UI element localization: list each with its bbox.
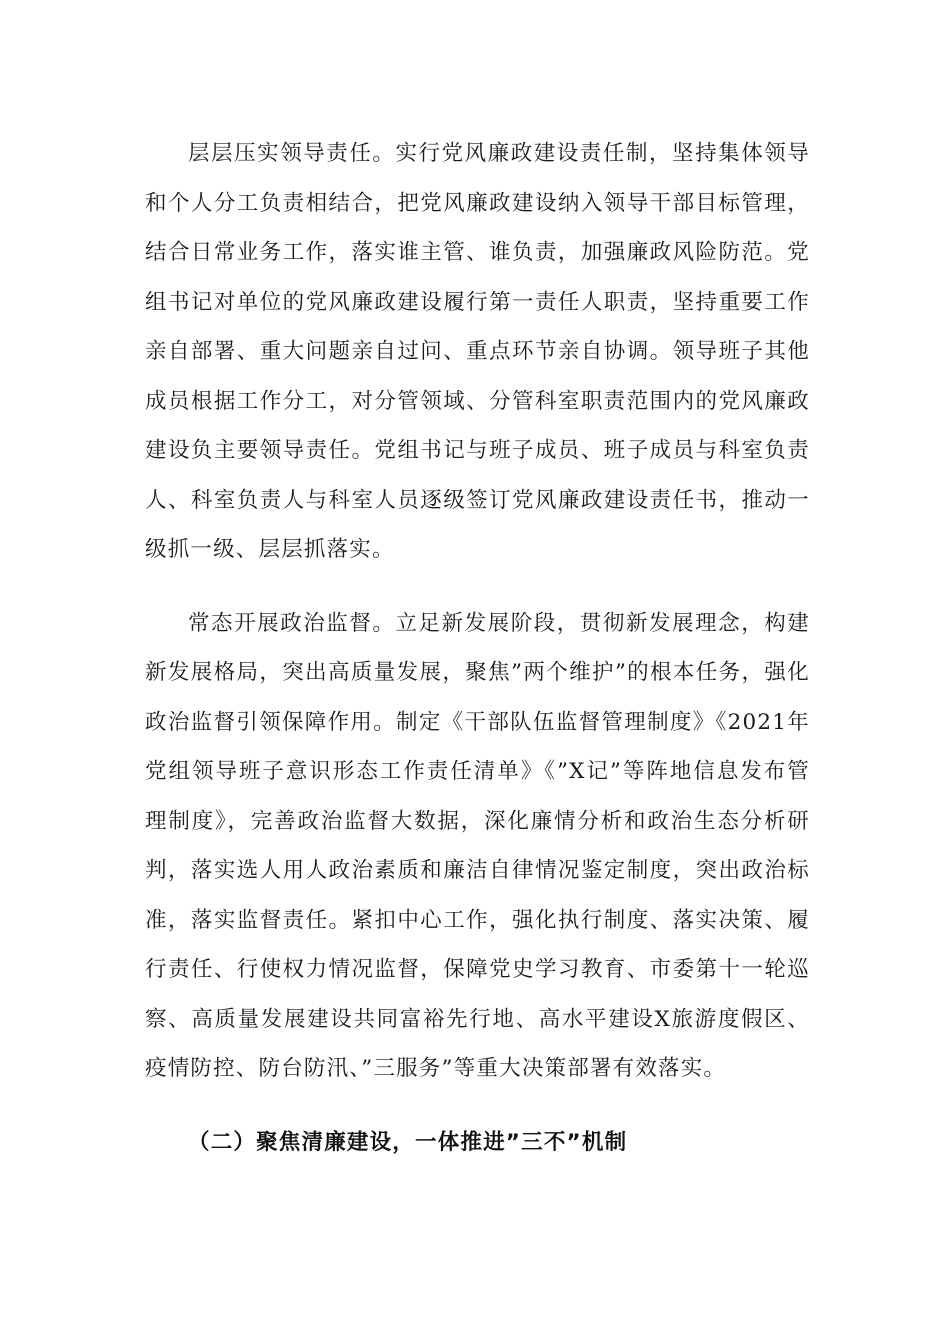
section-heading: （二）聚焦清廉建设，一体推进”三不”机制 bbox=[188, 1129, 628, 1155]
paragraph-political-supervision: 常态开展政治监督。立足新发展阶段，贯彻新发展理念，构建新发展格局，突出高质量发展，聚焦”两个维护”的根本任务，强化政治监督引领保障作用。制定《干部队伍监督管理制度》《2021年党组领导班子意识形态工作责任清单》《”X记”等阵地信息发布管理制度》，完善政治监督大数据，深化廉情分析和政治生态分析研判，落实选人用人政治素质和廉洁自律情况鉴定制度，突出政治标准，落实监督责任。紧扣中心工作，强化执行制度、落实决策、履行责任、行使权力情况监督，保障党史学习教育、市委第十一轮巡察、高质量发展建设共同富裕先行地、高水平建设X旅游度假区、疫情防控、防台防汛、”三服务”等重大决策部署有效落实。 bbox=[145, 610, 810, 1081]
paragraph-leadership-responsibility: 层层压实领导责任。实行党风廉政建设责任制，坚持集体领导和个人分工负责相结合，把党风廉政建设纳入领导干部目标管理，结合日常业务工作，落实谁主管、谁负责，加强廉政风险防范。党组书记对单位的党风廉政建设履行第一责任人职责，坚持重要工作亲自部署、重大问题亲自过问、重点环节亲自协调。领导班子其他成员根据工作分工，对分管领域、分管科室职责范围内的党风廉政建设负主要领导责任。党组书记与班子成员、班子成员与科室负责人、科室负责人与科室人员逐级签订党风廉政建设责任书，推动一级抓一级、层层抓落实。 bbox=[145, 141, 810, 562]
document-body bbox=[145, 129, 810, 1167]
